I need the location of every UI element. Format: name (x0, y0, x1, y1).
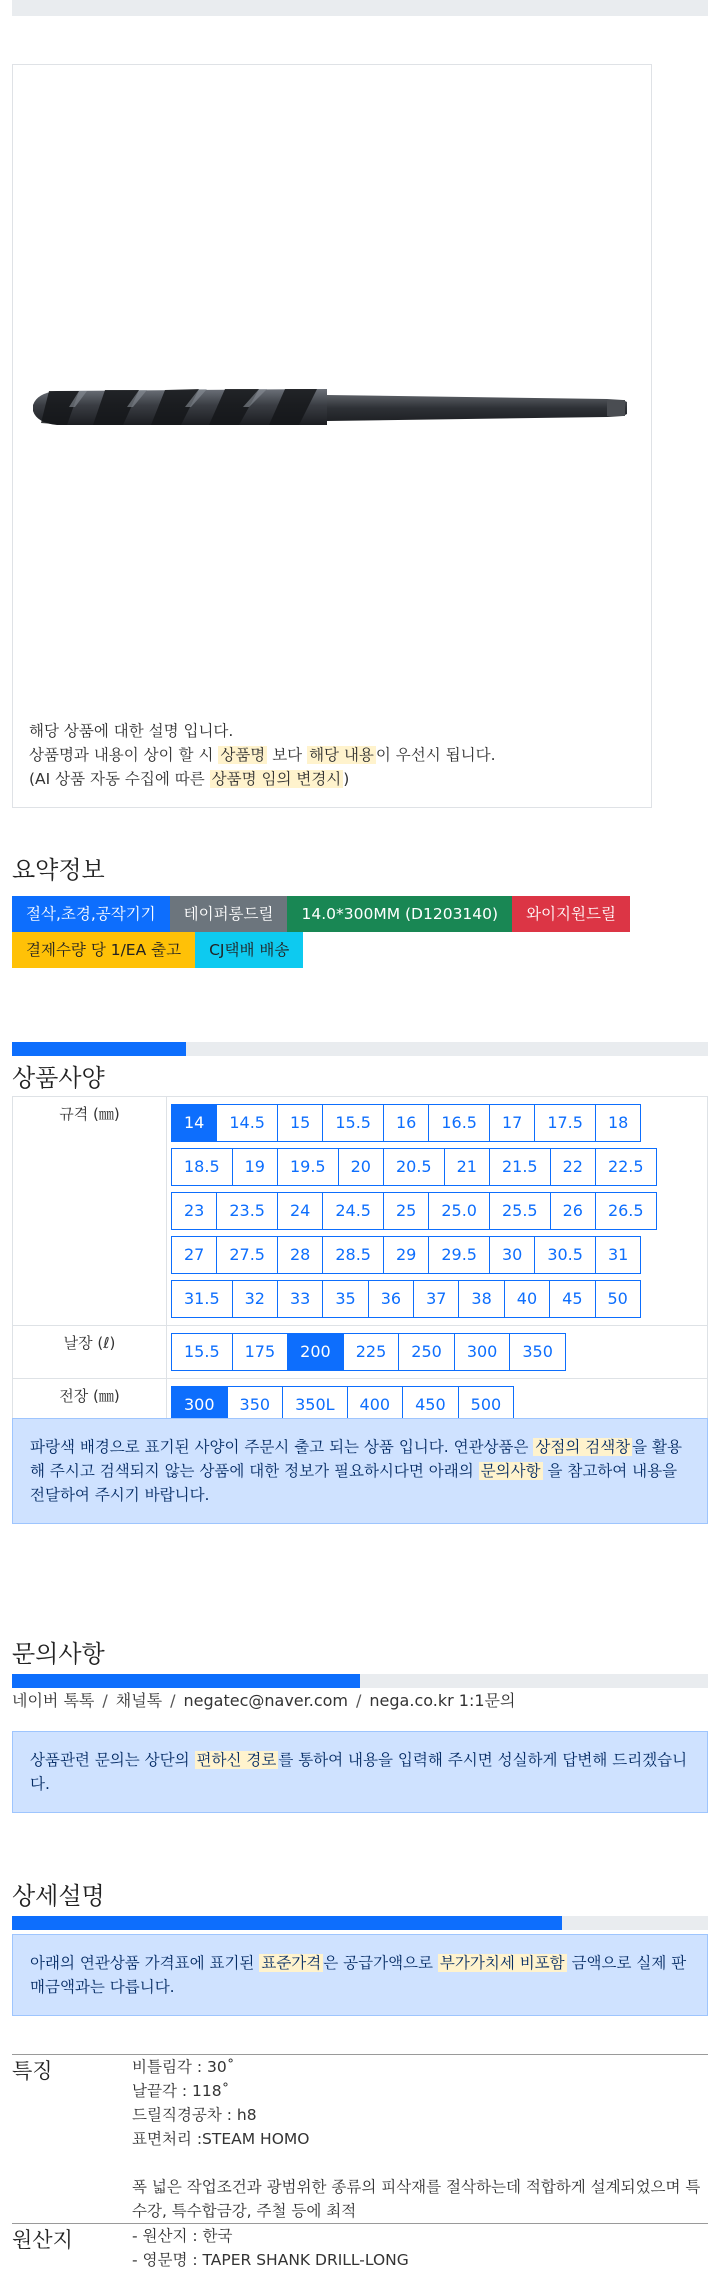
spec-option-button[interactable]: 350L (282, 1386, 347, 1424)
spec-option-button[interactable]: 37 (413, 1280, 459, 1318)
feature-item: 표면처리 :STEAM HOMO (132, 2130, 310, 2148)
spec-option-button[interactable]: 15.5 (322, 1104, 384, 1142)
spec-option-button[interactable]: 21 (444, 1148, 490, 1186)
spec-title: 상품사양 (12, 1064, 105, 1092)
spec-row-label: 전장 (㎜) (13, 1379, 167, 1432)
detail-title: 상세설명 (12, 1882, 105, 1910)
spec-option-button[interactable]: 25.0 (428, 1192, 490, 1230)
notice-text: 보다 (267, 746, 308, 764)
contact-email-link[interactable]: negatec@naver.com (183, 1691, 349, 1710)
summary-badge: 와이지원드릴 (512, 896, 630, 932)
spec-option-button[interactable]: 16.5 (428, 1104, 490, 1142)
spec-option-line (171, 1278, 705, 1320)
spec-option-button[interactable]: 225 (343, 1333, 400, 1371)
spec-option-button[interactable]: 25.5 (489, 1192, 551, 1230)
notice-highlight-name-change: 상품명 임의 변경시 (211, 770, 342, 788)
spec-option-button[interactable]: 500 (458, 1386, 515, 1424)
spec-info-highlight-inquiry: 문의사항 (480, 1462, 541, 1480)
spec-option-button[interactable]: 29 (383, 1236, 429, 1274)
spec-option-button[interactable]: 32 (232, 1280, 278, 1318)
notice-text: 이 우선시 됩니다. (375, 746, 496, 764)
detail-info-text: 금액으로 실제 판매금액과는 다릅니다. (30, 1954, 687, 1996)
spec-option-button[interactable]: 300 (171, 1386, 228, 1424)
notice-text: ) (343, 770, 350, 788)
spec-option-button[interactable]: 23 (171, 1192, 217, 1230)
spec-option-button[interactable]: 14.5 (216, 1104, 278, 1142)
spec-option-button[interactable]: 38 (458, 1280, 504, 1318)
origin-row (12, 2224, 708, 2272)
notice-line-1: 해당 상품에 대한 설명 입니다. (29, 722, 234, 740)
spec-row (13, 1326, 708, 1379)
origin-item: - 원산지 : 한국 (132, 2227, 233, 2245)
contact-breadcrumb (12, 1688, 515, 1711)
summary-badge: 테이퍼롱드릴 (170, 896, 288, 932)
summary-badge: CJ택배 배송 (195, 932, 303, 968)
spec-option-line (171, 1146, 705, 1188)
notice-line-2 (29, 743, 496, 767)
notice-highlight-content: 해당 내용 (309, 746, 374, 764)
spec-option-line (171, 1331, 705, 1373)
detail-info-highlight-price: 표준가격 (261, 1954, 322, 1972)
feature-item: 드릴직경공차 : h8 (132, 2106, 257, 2124)
top-divider-bar (12, 0, 708, 16)
detail-info-highlight-vat: 부가가치세 비포함 (439, 1954, 565, 1972)
spec-option-button[interactable]: 20 (338, 1148, 384, 1186)
spec-option-button[interactable]: 23.5 (216, 1192, 278, 1230)
detail-progress-fill (12, 1916, 562, 1930)
summary-badge: 14.0*300MM (D1203140) (287, 896, 512, 932)
inquiry-info-alert (12, 1731, 708, 1813)
spec-option-button[interactable]: 35 (322, 1280, 368, 1318)
spec-option-button[interactable]: 250 (398, 1333, 455, 1371)
spec-info-text: 을 활용해 주시고 검색되지 않는 상품에 대한 정보가 필요하시다면 아래의 (30, 1438, 683, 1480)
spec-option-button[interactable]: 25 (383, 1192, 429, 1230)
spec-option-button[interactable]: 50 (595, 1280, 641, 1318)
spec-option-button[interactable]: 17 (489, 1104, 535, 1142)
spec-option-button[interactable]: 28 (277, 1236, 323, 1274)
spec-option-button[interactable]: 22.5 (595, 1148, 657, 1186)
detail-progress-bar (12, 1916, 708, 1930)
spec-option-button[interactable]: 19.5 (277, 1148, 339, 1186)
spec-info-text: 을 참고하여 내용을 전달하여 주시기 바랍니다. (30, 1462, 678, 1504)
contact-site-inquiry-link[interactable]: nega.co.kr 1:1문의 (369, 1691, 516, 1710)
feature-spacer (132, 2151, 708, 2175)
inquiry-info-highlight: 편하신 경로 (196, 1751, 277, 1769)
spec-option-button[interactable]: 33 (277, 1280, 323, 1318)
spec-option-button[interactable]: 22 (550, 1148, 596, 1186)
summary-badge: 결제수량 당 1/EA 출고 (12, 932, 195, 968)
inquiry-title: 문의사항 (12, 1640, 105, 1668)
spec-option-button[interactable]: 31 (595, 1236, 641, 1274)
spec-option-button[interactable]: 350 (509, 1333, 566, 1371)
contact-separator: / (102, 1691, 108, 1710)
spec-option-button[interactable]: 15 (277, 1104, 323, 1142)
feature-description: 폭 넓은 작업조건과 광범위한 종류의 피삭재를 절삭하는데 적합하게 설계되었으며 특수강, 특수합금강, 주철 등에 최적 (132, 2178, 701, 2220)
spec-option-button[interactable]: 28.5 (322, 1236, 384, 1274)
spec-row (13, 1097, 708, 1326)
spec-row-label: 규격 (㎜) (13, 1097, 167, 1326)
contact-separator: / (356, 1691, 362, 1710)
inquiry-progress-bar (12, 1674, 708, 1688)
spec-option-button[interactable]: 18.5 (171, 1148, 233, 1186)
product-notice (29, 719, 496, 791)
spec-option-button[interactable]: 17.5 (534, 1104, 596, 1142)
summary-badge: 절삭,초경,공작기기 (12, 896, 170, 932)
origin-values (132, 2224, 708, 2272)
spec-option-button[interactable]: 31.5 (171, 1280, 233, 1318)
feature-key: 특징 (12, 2055, 132, 2224)
detail-info-alert (12, 1934, 708, 2016)
spec-option-button[interactable]: 300 (454, 1333, 511, 1371)
spec-option-button[interactable]: 40 (504, 1280, 550, 1318)
spec-option-button[interactable]: 14 (171, 1104, 217, 1142)
badge-row (12, 896, 712, 932)
spec-option-line (171, 1102, 705, 1144)
spec-options-cell (167, 1097, 708, 1326)
summary-title: 요약정보 (12, 856, 105, 884)
feature-table (12, 2054, 708, 2272)
spec-option-line (171, 1234, 705, 1276)
notice-highlight-product-name: 상품명 (220, 746, 266, 764)
spec-option-button[interactable]: 400 (347, 1386, 404, 1424)
detail-info-text: 은 공급가액으로 (323, 1954, 438, 1972)
spec-option-button[interactable]: 21.5 (489, 1148, 551, 1186)
spec-option-button[interactable]: 16 (383, 1104, 429, 1142)
origin-item: - 영문명 : TAPER SHANK DRILL-LONG (132, 2251, 409, 2269)
spec-option-button[interactable]: 18 (595, 1104, 641, 1142)
spec-option-button[interactable]: 27 (171, 1236, 217, 1274)
spec-option-button[interactable]: 450 (402, 1386, 459, 1424)
contact-naver-talk-link[interactable]: 네이버 톡톡 (12, 1691, 95, 1710)
spec-option-button[interactable]: 15.5 (171, 1333, 233, 1371)
feature-item: 비틀림각 : 30˚ (132, 2058, 235, 2076)
notice-text: (AI 상품 자동 수집에 따른 (29, 770, 210, 788)
spec-option-button[interactable]: 30 (489, 1236, 535, 1274)
spec-option-button[interactable]: 20.5 (383, 1148, 445, 1186)
spec-option-button[interactable]: 350 (227, 1386, 284, 1424)
spec-option-button[interactable]: 29.5 (428, 1236, 490, 1274)
feature-row (12, 2055, 708, 2224)
spec-info-alert (12, 1418, 708, 1524)
spec-options-cell (167, 1326, 708, 1379)
inquiry-progress-fill (12, 1674, 360, 1688)
spec-info-highlight-search: 상점의 검색창 (535, 1438, 631, 1456)
spec-row-label: 날장 (ℓ) (13, 1326, 167, 1379)
spec-option-button[interactable]: 30.5 (534, 1236, 596, 1274)
spec-option-button[interactable]: 27.5 (216, 1236, 278, 1274)
spec-options-table (12, 1096, 708, 1432)
spec-option-button[interactable]: 19 (232, 1148, 278, 1186)
spec-option-button[interactable]: 24.5 (322, 1192, 384, 1230)
spec-option-button[interactable]: 24 (277, 1192, 323, 1230)
spec-option-button[interactable]: 200 (287, 1333, 344, 1371)
spec-option-button[interactable]: 26 (550, 1192, 596, 1230)
spec-progress-fill (12, 1042, 186, 1056)
spec-option-button[interactable]: 26.5 (595, 1192, 657, 1230)
feature-values (132, 2055, 708, 2224)
spec-option-button[interactable]: 175 (232, 1333, 289, 1371)
origin-key: 원산지 (12, 2224, 132, 2272)
detail-info-text: 아래의 연관상품 가격표에 표기된 (30, 1954, 260, 1972)
spec-option-line (171, 1190, 705, 1232)
taper-shank-drill-image (27, 377, 639, 437)
notice-text: 상품명과 내용이 상이 할 시 (29, 746, 219, 764)
spec-progress-bar (12, 1042, 708, 1056)
badge-row (12, 932, 712, 968)
spec-info-text: 파랑색 배경으로 표기된 사양이 주문시 출고 되는 상품 입니다. 연관상품은 (30, 1438, 534, 1456)
contact-separator: / (170, 1691, 176, 1710)
spec-option-button[interactable]: 45 (549, 1280, 595, 1318)
contact-channel-talk-link[interactable]: 채널톡 (115, 1691, 163, 1710)
summary-badges (12, 896, 712, 968)
spec-option-button[interactable]: 36 (368, 1280, 414, 1318)
notice-line-3 (29, 767, 496, 791)
feature-item: 날끝각 : 118˚ (132, 2082, 230, 2100)
product-image-box (12, 64, 652, 808)
inquiry-info-text: 상품관련 문의는 상단의 (30, 1751, 195, 1769)
inquiry-info-text: 를 통하여 내용을 입력해 주시면 성실하게 답변해 드리겠습니다. (30, 1751, 688, 1793)
